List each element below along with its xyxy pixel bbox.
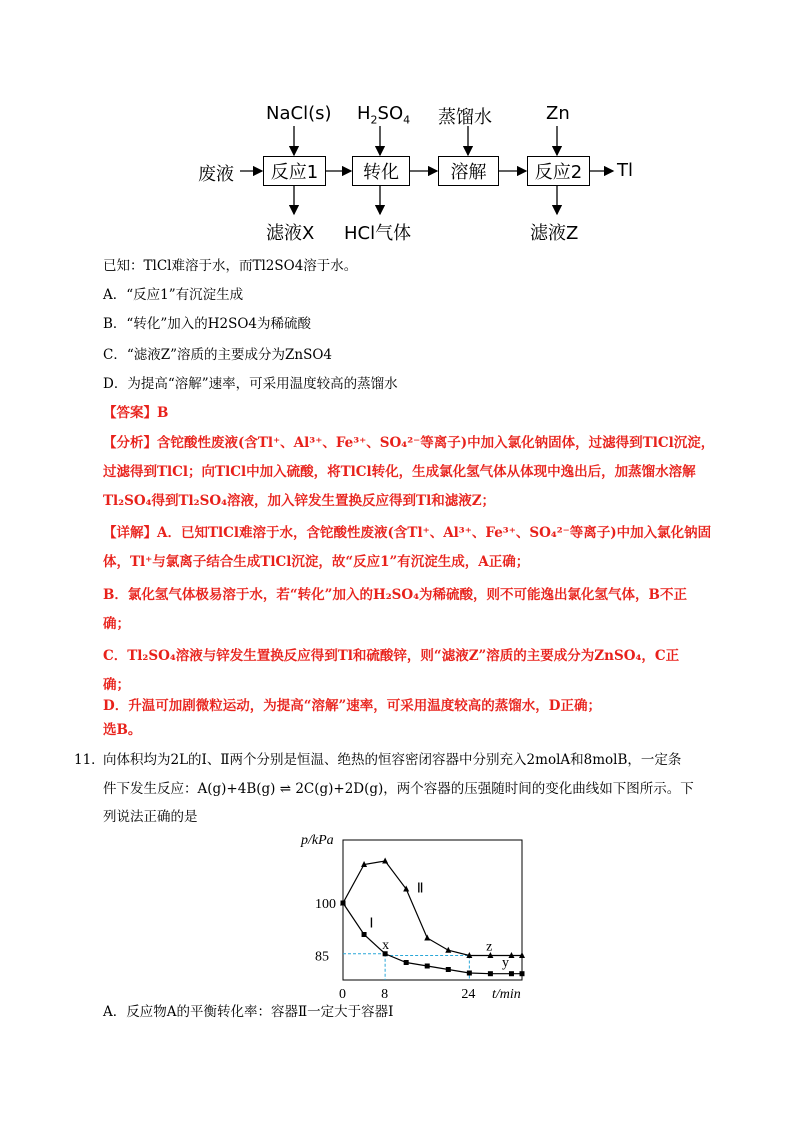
data-point xyxy=(446,967,451,972)
answer-label: 【答案】B xyxy=(103,405,169,421)
end-label: Tl xyxy=(617,160,633,181)
detail-line-2: 体，Tl⁺与氯离子结合生成TlCl沉淀，故“反应1”有沉淀生成，A正确； xyxy=(103,554,530,570)
box-dissolve: 溶解 xyxy=(438,156,499,186)
series-label: Ⅰ xyxy=(369,916,374,932)
option-b: B．“转化”加入的H2SO4为稀硫酸 xyxy=(103,316,311,332)
y-axis-label: p/kPa xyxy=(301,833,334,848)
box-conversion: 转化 xyxy=(352,156,410,186)
known-line: 已知：TlCl难溶于水，而Tl2SO4溶于水。 xyxy=(103,258,358,274)
detail-line-4: 确； xyxy=(103,616,130,632)
y-tick-label: 85 xyxy=(315,949,329,965)
analysis-line-3: Tl₂SO₄得到Tl₂SO₄溶液，加入锌发生置换反应得到Tl和滤液Z； xyxy=(103,493,496,509)
box-reaction2: 反应2 xyxy=(527,156,590,186)
analysis-line-1: 【分析】含铊酸性废液(含Tl⁺、Al³⁺、Fe³⁺、SO₄²⁻等离子)中加入氯化钠固体，过滤得到TlCl沉淀， xyxy=(103,435,715,451)
data-point xyxy=(362,932,367,937)
series-line xyxy=(343,903,522,974)
data-point xyxy=(445,947,451,953)
input-water: 蒸馏水 xyxy=(438,107,492,128)
data-point xyxy=(382,858,388,864)
option-a: A．“反应1”有沉淀生成 xyxy=(103,287,244,303)
series-label: Ⅱ xyxy=(416,881,424,897)
output-filtrate-x: 滤液X xyxy=(266,223,315,244)
data-point xyxy=(425,964,430,969)
data-point xyxy=(467,971,472,976)
point-label: x xyxy=(382,937,390,953)
option-c: C．“滤液Z”溶质的主要成分为ZnSO4 xyxy=(103,347,332,363)
detail-line-7: D．升温可加剧微粒运动，为提高“溶解”速率，可采用温度较高的蒸馏水，D正确； xyxy=(103,698,601,714)
q11-option-a: A．反应物A的平衡转化率：容器Ⅱ一定大于容器Ⅰ xyxy=(103,1004,394,1020)
question-number: 11． xyxy=(74,752,105,768)
data-point xyxy=(488,971,493,976)
output-hcl-gas: HCl气体 xyxy=(344,223,412,244)
detail-line-3: B．氯化氢气体极易溶于水，若“转化”加入的H₂SO₄为稀硫酸，则不可能逸出氯化氢气体，B不正 xyxy=(103,587,687,603)
output-filtrate-z: 滤液Z xyxy=(530,223,579,244)
data-point xyxy=(424,935,430,941)
q11-stem-line-2: 件下发生反应：A(g)+4B(g) ⇌ 2C(g)+2D(g)，两个容器的压强随时间的变化曲线如下图所示。下 xyxy=(103,781,694,797)
x-tick-label: 8 xyxy=(381,987,389,1002)
point-label: z xyxy=(486,939,493,955)
analysis-line-2: 过滤得到TlCl；向TlCl中加入硫酸，将TlCl转化，生成氯化氢气体从体现中逸出后，加蒸馏水溶解 xyxy=(103,464,696,480)
data-point xyxy=(404,960,409,965)
q11-stem-line-3: 列说法正确的是 xyxy=(103,809,198,825)
point-label: y xyxy=(501,955,509,971)
q11-stem-line-1: 向体积均为2L的Ⅰ、Ⅱ两个分别是恒温、绝热的恒容密闭容器中分别充入2molA和8molB，一定条 xyxy=(103,752,682,768)
detail-line-8: 选B。 xyxy=(103,722,142,738)
x-tick-label: 24 xyxy=(461,987,476,1002)
detail-line-6: 确； xyxy=(103,677,130,693)
input-nacl: NaCl(s) xyxy=(266,103,332,124)
plot-frame xyxy=(343,840,522,980)
detail-line-1: 【详解】A．已知TlCl难溶于水，含铊酸性废液(含Tl⁺、Al³⁺、Fe³⁺、SO₄²⁻等离子)中加入氯化钠固 xyxy=(103,525,712,541)
series-line xyxy=(343,861,522,956)
start-label: 废液 xyxy=(198,164,234,185)
data-point xyxy=(520,971,525,976)
x-tick-label: 0 xyxy=(339,987,346,1002)
input-zn: Zn xyxy=(546,103,570,124)
input-h2so4: $H_2SO_4$ xyxy=(357,103,411,127)
box-reaction1: 反应1 xyxy=(263,156,326,186)
detail-line-5: C．Tl₂SO₄溶液与锌发生置换反应得到Tl和硫酸锌，则“滤液Z”溶质的主要成分为ZnSO₄，C正 xyxy=(103,648,680,664)
option-d: D．为提高“溶解”速率，可采用温度较高的蒸馏水 xyxy=(103,376,398,392)
x-axis-label: t/min xyxy=(492,987,521,1002)
data-point xyxy=(509,971,514,976)
y-tick-label: 100 xyxy=(315,897,336,912)
